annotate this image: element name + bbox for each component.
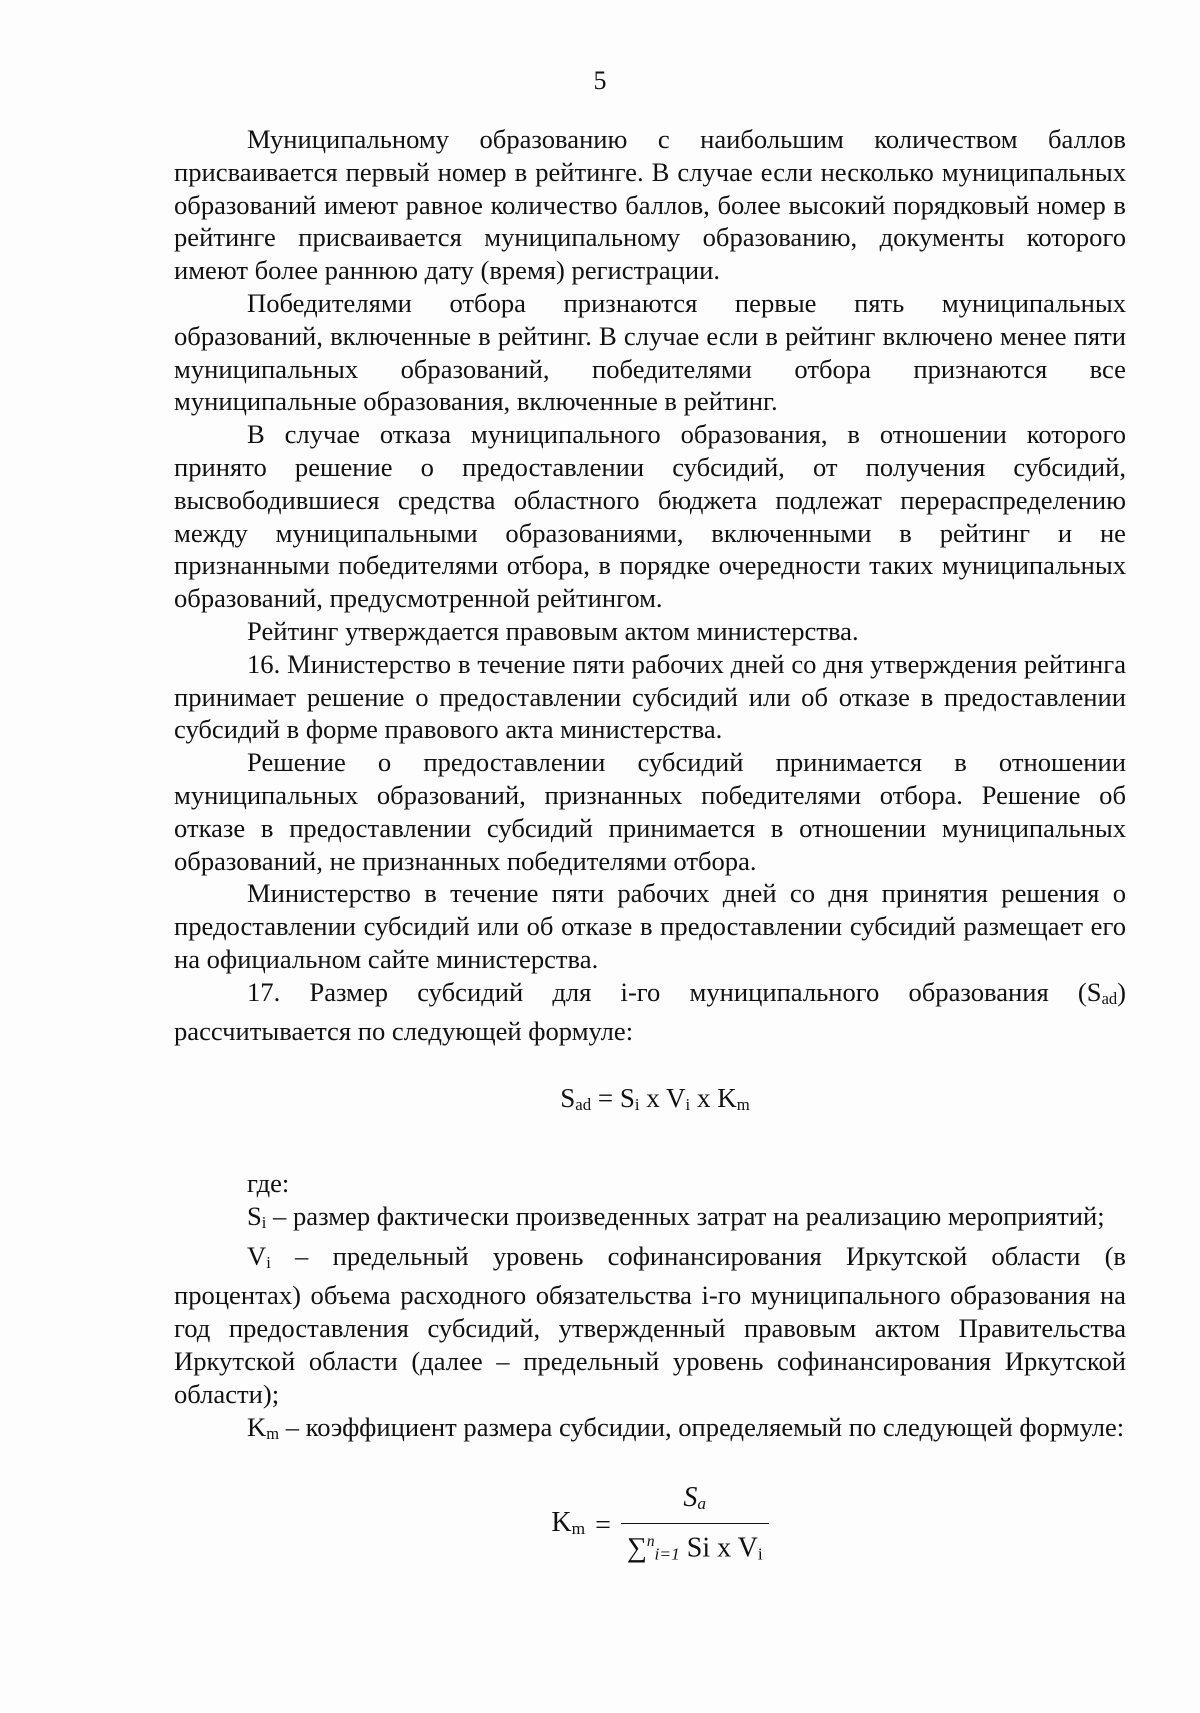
where-label: где: (247, 1168, 290, 1199)
paragraph-publication: Министерство в течение пяти рабочих дней со дня принятия решения о предоставлении субсидий или об отказе в предоставлении субсидий размещает его на официальном сайте министерства. (174, 878, 1126, 974)
formula-km-lhs: Km (551, 1507, 586, 1539)
definition-vi: Vi – предельный уровень софинансирования Иркутской области (в процентах) объема расходного обязательства i-го муниципального образования на год предоставления субсидий, утвержденный правовым актом Правительства Иркутской области (далее – предельный уровень софинансирования Иркутской области); (174, 1240, 1126, 1409)
formula-subsidy-size: Sad = Si x Vi x Km (560, 1083, 750, 1115)
formula-km (174, 1482, 1126, 1571)
formula-km-denominator: ∑$^n$i=1 Si x Vi (626, 1532, 763, 1564)
paragraph-rating-approval: Рейтинг утверждается правовым актом министерства. (247, 615, 859, 646)
paragraph-decision: Решение о предоставлении субсидий принимается в отношении муниципальных образований, признанных победителями отбора. Решение об отказе в предоставлении субсидий принимается в отношении муниципальных образований, не признанных победителями отбора. (174, 747, 1126, 876)
page-number: 5 (593, 66, 607, 95)
paragraph-16: 16. Министерство в течение пяти рабочих дней со дня утверждения рейтинга принимает решение о предоставлении субсидий или об отказе в предоставлении субсидий в форме правового акта министерства. (174, 648, 1126, 745)
paragraph-winners: Победителями отбора признаются первые пять муниципальных образований, включенные в рейтинг. В случае если в рейтинг включено менее пяти муниципальных образований, победителями отбора признаются все муниципальные образования, включенные в рейтинг. (174, 287, 1126, 417)
definition-si: Si – размер фактически произведенных затрат на реализацию мероприятий; (247, 1200, 1105, 1232)
document-body (174, 123, 1126, 1571)
formula-km-numerator: Sa (683, 1482, 707, 1514)
paragraph-rating-order: Муниципальному образованию с наибольшим количеством баллов присваивается первый номер в рейтинге. В случае если несколько муниципальных образований имеют равное количество баллов, более высокий порядковый номер в рейтинге присваивается муниципальному образованию, документы которого имеют более раннюю дату (время) регистрации. (174, 124, 1126, 286)
paragraph-17: 17. Размер субсидий для i-го муниципального образования (Sad) рассчитывается по следующей формуле: (174, 976, 1126, 1047)
definition-km: Km – коэффициент размера субсидии, определяемый по следующей формуле: (247, 1411, 1125, 1443)
formula-km-eq: = (595, 1510, 611, 1542)
paragraph-refusal: В случае отказа муниципального образования, в отношении которого принято решение о предоставлении субсидий, от получения субсидий, высвободившиеся средства областного бюджета подлежат перераспределению между муниципальными образованиями, включенными в рейтинг и не признанными победителями отбора, в порядке очередности таких муниципальных образований, предусмотренной рейтингом. (174, 419, 1126, 614)
